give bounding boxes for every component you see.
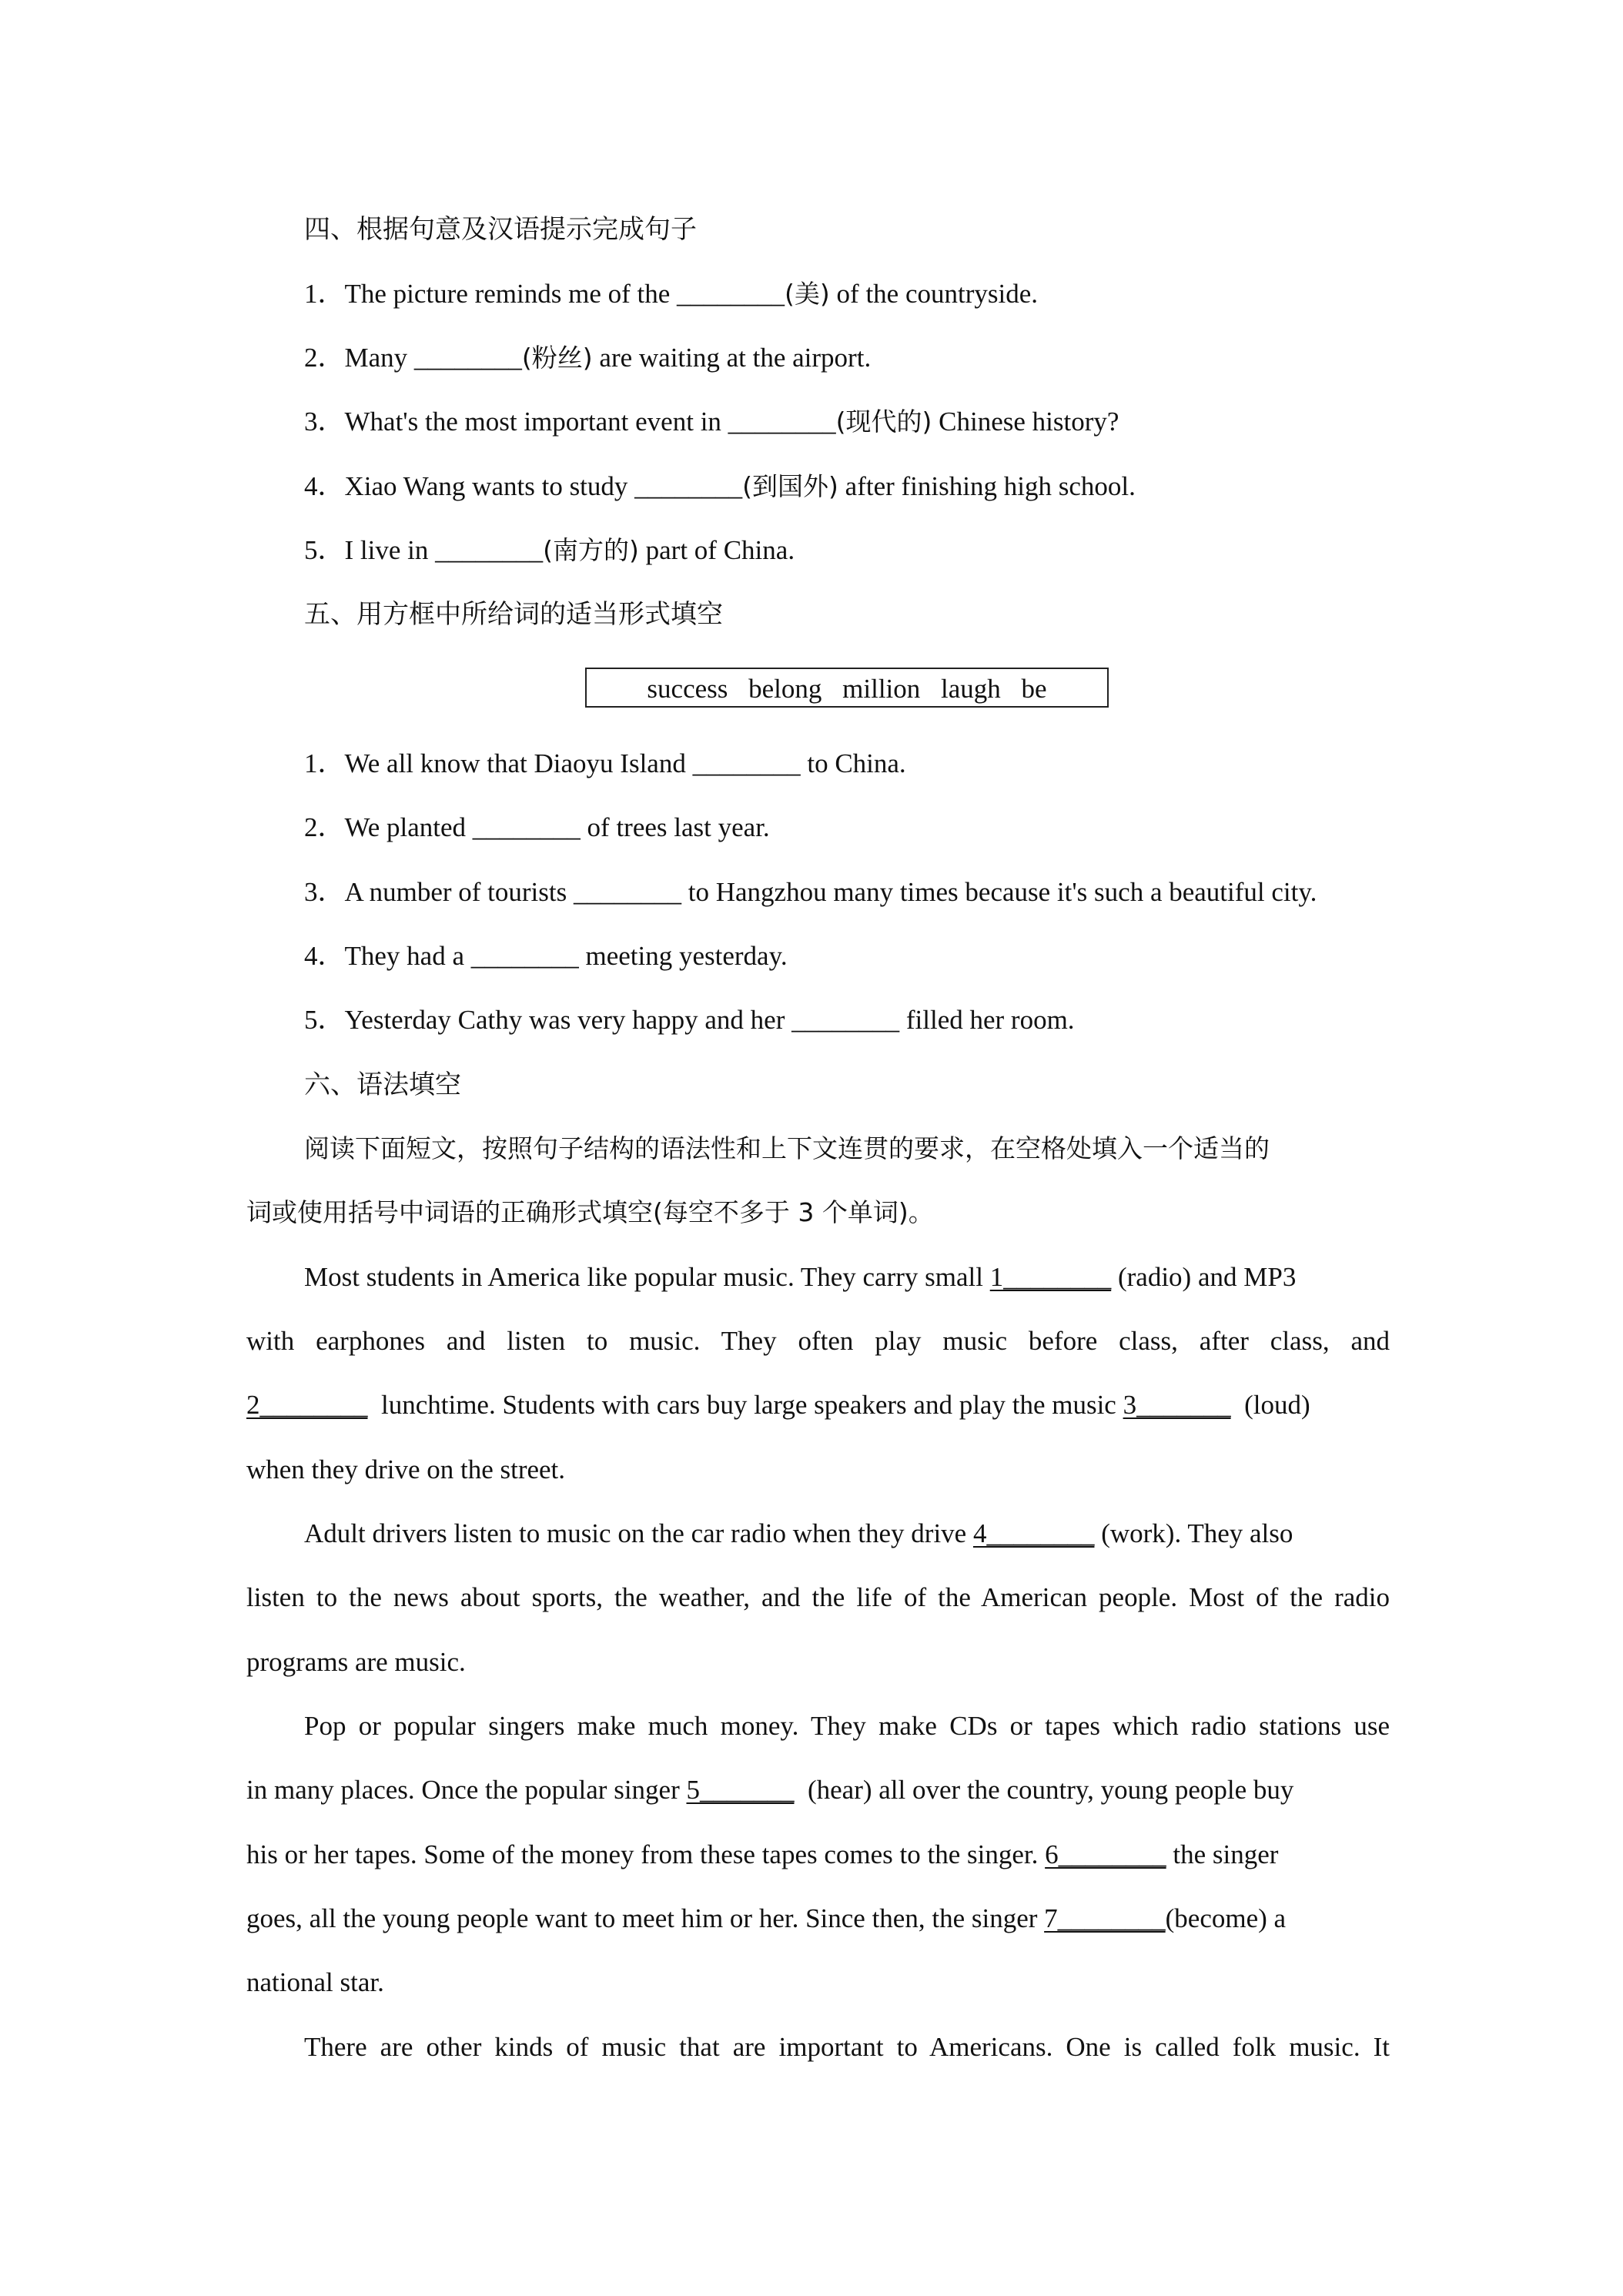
instruction-line-2: 词或使用括号中词语的正确形式填空(每空不多于 3 个单词)。	[246, 1197, 934, 1227]
text: his or her tapes. Some of the money from these tapes comes to the singer.	[246, 1839, 1046, 1869]
chinese-hint: (粉丝)	[521, 343, 593, 373]
s4-item-2	[304, 341, 871, 375]
p2-line-2: listen to the news about sports, the weather, and the life of the American people. Most of the radio	[246, 1582, 1390, 1612]
section5-heading: 五、用方框中所给词的适当形式填空	[304, 599, 723, 630]
s5-item-4	[304, 939, 788, 973]
text: (hear) all over the country, young people buy	[794, 1775, 1294, 1805]
item-number: 5．	[304, 1005, 345, 1035]
p1-line-1	[304, 1260, 1296, 1294]
p2-line-3: programs are music.	[246, 1647, 466, 1677]
section4-heading: 四、根据句意及汉语提示完成句子	[304, 214, 697, 245]
s4-item-1	[304, 277, 1038, 311]
item-number: 2．	[304, 812, 345, 842]
item-text: The picture reminds me of the ________	[344, 279, 785, 309]
text: in many places. Once the popular singer	[246, 1775, 687, 1805]
item-text: of the countryside.	[829, 279, 1039, 309]
s4-item-3	[304, 405, 1119, 439]
item-text: are waiting at the airport.	[592, 343, 872, 373]
text: Most students in America like popular music. They carry small	[304, 1262, 990, 1292]
s5-item-2	[304, 811, 770, 845]
s4-item-5	[304, 534, 795, 567]
item-number: 3．	[304, 877, 345, 907]
word-box	[585, 668, 1109, 708]
blank-1[interactable]: 1________	[989, 1262, 1112, 1292]
p3-line-3	[246, 1838, 1278, 1872]
item-text: A number of tourists ________ to Hangzhou many times because it's such a beautiful city.	[344, 877, 1317, 907]
s5-item-3	[304, 875, 1317, 909]
item-number: 4．	[304, 941, 345, 971]
blank-5[interactable]: 5_______	[686, 1775, 795, 1805]
item-text: Chinese history?	[932, 407, 1119, 437]
text: the singer	[1166, 1839, 1279, 1869]
p2-line-1	[304, 1517, 1293, 1551]
item-text: Many ________	[344, 343, 522, 373]
item-number: 5．	[304, 535, 345, 565]
text: (radio) and MP3	[1111, 1262, 1297, 1292]
s4-item-4	[304, 470, 1136, 504]
text: goes, all the young people want to meet him or her. Since then, the singer	[246, 1903, 1045, 1933]
blank-7[interactable]: 7________	[1044, 1903, 1166, 1933]
blank-3[interactable]: 3_______	[1123, 1390, 1231, 1420]
item-number: 3．	[304, 407, 345, 437]
p3-line-4	[246, 1902, 1286, 1936]
instruction-line-1: 阅读下面短文，按照句子结构的语法性和上下文连贯的要求，在空格处填入一个适当的	[304, 1133, 1270, 1163]
blank-6[interactable]: 6________	[1045, 1839, 1166, 1869]
text: (become) a	[1165, 1903, 1287, 1933]
chinese-hint: (到国外)	[742, 471, 838, 501]
p3-line-1: Pop or popular singers make much money. They make CDs or tapes which radio stations use	[304, 1711, 1390, 1741]
blank-4[interactable]: 4________	[972, 1518, 1095, 1548]
item-text: I live in ________	[344, 535, 544, 565]
item-number: 1．	[304, 279, 345, 309]
item-number: 2．	[304, 343, 345, 373]
s5-item-1	[304, 747, 906, 781]
item-text: Yesterday Cathy was very happy and her ________ filled her room.	[344, 1005, 1075, 1035]
item-text: after finishing high school.	[838, 471, 1136, 501]
item-text: They had a ________ meeting yesterday.	[344, 941, 788, 971]
p3-line-2	[246, 1773, 1293, 1807]
p4-line-1: There are other kinds of music that are important to Americans. One is called folk music. It	[304, 2032, 1390, 2062]
text: Adult drivers listen to music on the car radio when they drive	[304, 1518, 973, 1548]
blank-2[interactable]: 2________	[246, 1390, 368, 1420]
text: (loud)	[1230, 1390, 1310, 1420]
text: lunchtime. Students with cars buy large speakers and play the music	[367, 1390, 1123, 1420]
section6-heading: 六、语法填空	[304, 1069, 461, 1100]
text: (work). They also	[1094, 1518, 1293, 1548]
chinese-hint: (美)	[785, 279, 830, 309]
item-text: What's the most important event in ________	[344, 407, 836, 437]
item-text: Xiao Wang wants to study ________	[344, 471, 743, 501]
item-number: 1．	[304, 748, 345, 778]
item-text: We planted ________ of trees last year.	[344, 812, 770, 842]
item-text: We all know that Diaoyu Island ________ to China.	[344, 748, 906, 778]
item-number: 4．	[304, 471, 345, 501]
chinese-hint: (南方的)	[543, 535, 639, 565]
s5-item-5	[304, 1003, 1075, 1037]
word-box-words: success belong million laugh be	[647, 674, 1047, 704]
p3-line-5: national star.	[246, 1967, 384, 1997]
item-text: part of China.	[638, 535, 795, 565]
p1-line-4: when they drive on the street.	[246, 1454, 566, 1484]
p1-line-2: with earphones and listen to music. They often play music before class, after class, and	[246, 1326, 1390, 1356]
chinese-hint: (现代的)	[835, 407, 932, 437]
p1-line-3	[246, 1388, 1310, 1422]
